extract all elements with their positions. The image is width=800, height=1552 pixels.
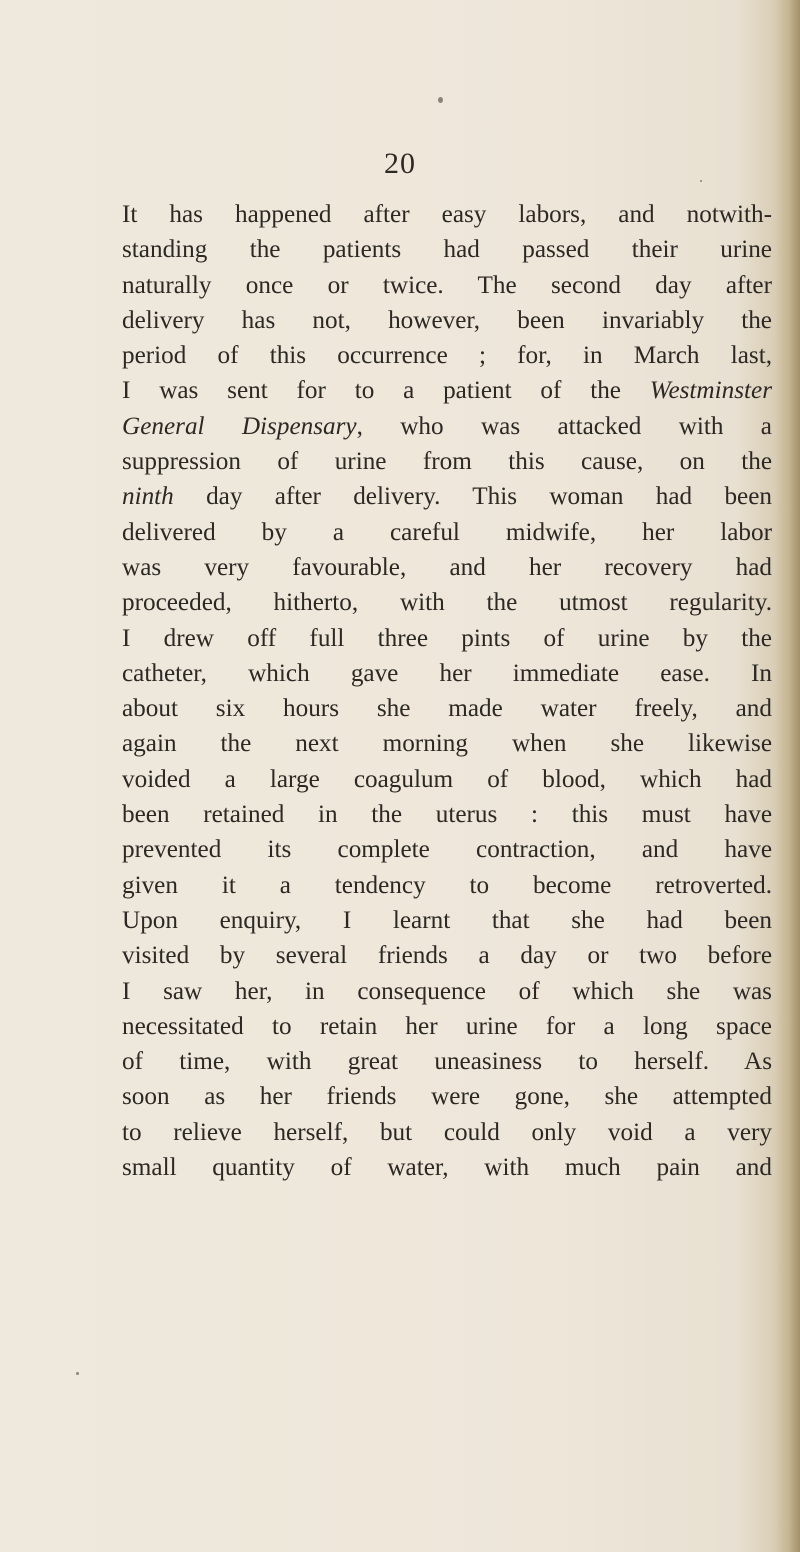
text-segment: small quantity of water, with much pain and — [122, 1154, 772, 1182]
text-line — [122, 656, 772, 691]
text-line — [122, 303, 772, 338]
text-line — [122, 797, 772, 832]
text-segment: to relieve herself, but could only void a very — [122, 1118, 772, 1146]
text-segment: , who was attacked with a — [356, 412, 772, 440]
text-segment: day after delivery. This woman had been — [173, 483, 772, 511]
text-segment: catheter, which gave her immediate ease. In — [122, 659, 772, 687]
text-segment: proceeded, hitherto, with the utmost regularity. — [122, 589, 772, 617]
text-segment: It has happened after easy labors, and notwith- — [122, 201, 772, 228]
text-segment: delivery has not, however, been invariably the — [122, 306, 772, 334]
text-line — [122, 726, 772, 761]
text-line — [122, 409, 772, 444]
text-line — [122, 868, 772, 903]
text-line — [122, 974, 772, 1009]
text-line — [122, 938, 772, 973]
ink-speck — [76, 1372, 79, 1375]
text-line — [122, 515, 772, 550]
text-line — [122, 1079, 772, 1114]
text-segment: necessitated to retain her urine for a long space — [122, 1012, 772, 1040]
body-text — [122, 197, 772, 1185]
page-edge-shadow — [774, 0, 800, 1552]
text-line — [122, 585, 772, 620]
text-segment: again the next morning when she likewise — [122, 730, 772, 758]
text-segment: of time, with great uneasiness to herself. As — [122, 1048, 772, 1076]
text-segment: Upon enquiry, I learnt that she had been — [122, 906, 772, 934]
text-segment: I drew off full three pints of urine by the — [122, 624, 772, 652]
text-segment: I was sent for to a patient of the — [122, 377, 650, 405]
text-segment: period of this occurrence ; for, in March last, — [122, 342, 772, 370]
text-line — [122, 691, 772, 726]
text-line — [122, 338, 772, 373]
text-line — [122, 232, 772, 267]
italic-text: ninth — [122, 483, 174, 511]
text-line — [122, 268, 772, 303]
text-line — [122, 479, 772, 514]
text-line — [122, 550, 772, 585]
text-segment: I saw her, in consequence of which she was — [122, 977, 772, 1005]
text-segment: prevented its complete contraction, and have — [122, 836, 772, 864]
text-line — [122, 621, 772, 656]
text-segment: given it a tendency to become retroverted. — [122, 871, 772, 899]
text-segment: naturally once or twice. The second day after — [122, 271, 772, 299]
page-number: 20 — [384, 147, 416, 180]
ink-speck — [438, 97, 443, 103]
text-line — [122, 903, 772, 938]
text-segment: voided a large coagulum of blood, which had — [122, 765, 772, 793]
text-segment: was very favourable, and her recovery had — [122, 553, 772, 581]
text-segment: soon as her friends were gone, she attempted — [122, 1083, 772, 1111]
text-line — [122, 373, 772, 408]
italic-text: General Dispensary — [122, 412, 357, 440]
text-segment: visited by several friends a day or two before — [122, 942, 772, 970]
text-line — [122, 832, 772, 867]
text-line — [122, 197, 772, 232]
text-line — [122, 762, 772, 797]
text-segment: standing the patients had passed their urine — [122, 236, 772, 264]
text-line — [122, 444, 772, 479]
text-line — [122, 1044, 772, 1079]
text-segment: about six hours she made water freely, and — [122, 695, 772, 723]
text-segment: delivered by a careful midwife, her labor — [122, 518, 772, 546]
text-line — [122, 1009, 772, 1044]
text-line — [122, 1150, 772, 1185]
italic-text: Westminster — [649, 377, 772, 405]
text-segment: been retained in the uterus : this must have — [122, 801, 772, 829]
text-segment: suppression of urine from this cause, on the — [122, 448, 772, 476]
text-line — [122, 1115, 772, 1150]
